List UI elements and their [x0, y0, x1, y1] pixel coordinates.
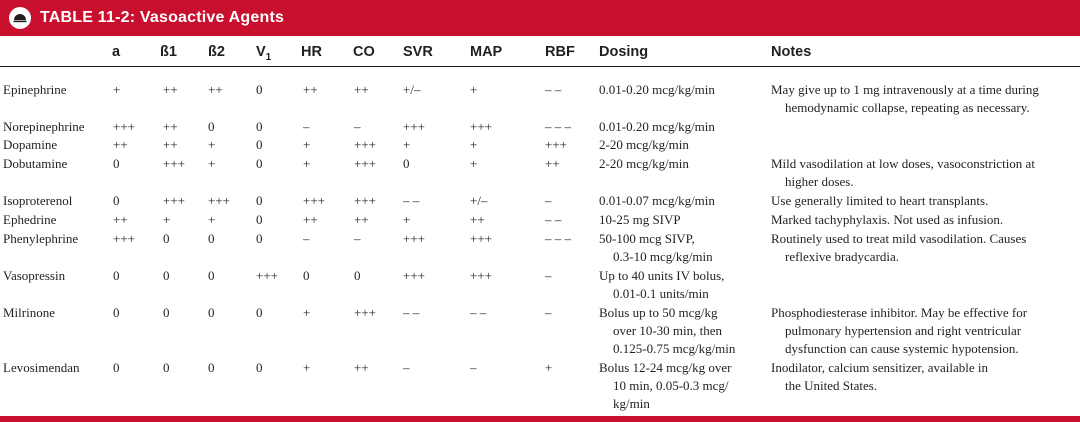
dosing-line: 0.01-0.1 units/min [613, 286, 709, 301]
effect-cell: – – [403, 305, 420, 320]
effect-cell: – [403, 360, 410, 375]
effect-cell: – [545, 193, 552, 208]
effect-cell: ++ [113, 137, 128, 152]
notes-cell [771, 192, 988, 210]
dosing-line: kg/min [613, 396, 650, 411]
effect-cell: ++ [208, 82, 223, 97]
effect-cell: ++ [470, 212, 485, 227]
effect-cell: + [470, 82, 478, 97]
notes-line: hemodynamic collapse, repeating as necessary. [785, 100, 1030, 115]
drug-name: Phenylephrine [3, 231, 79, 246]
drug-name: Milrinone [3, 305, 55, 320]
effect-cell: + [470, 156, 478, 171]
effect-cell: 0 [208, 305, 215, 320]
dosing-cell [599, 267, 724, 303]
effect-cell: +++ [403, 231, 425, 246]
notes-line: dysfunction can cause systemic hypotension. [785, 341, 1019, 356]
notes-line: reflexive bradycardia. [785, 249, 900, 264]
table-badge-icon [9, 7, 31, 29]
effect-cell: +++ [470, 268, 492, 283]
table-bottom-rule [0, 416, 1080, 422]
dosing-line: Up to 40 units IV bolus, [599, 268, 725, 283]
effect-cell: – [470, 360, 477, 375]
dosing-line: 10-25 mg SIVP [599, 212, 681, 227]
effect-cell: ++ [545, 156, 560, 171]
effect-cell: ++ [354, 360, 369, 375]
header-beta2: ß2 [208, 44, 225, 60]
effect-cell: 0 [303, 268, 310, 283]
notes-cell [771, 359, 988, 395]
notes-line: higher doses. [785, 174, 854, 189]
table-title: TABLE 11-2: Vasoactive Agents [40, 9, 285, 26]
dosing-line: 2-20 mcg/kg/min [599, 156, 689, 171]
drug-name: Ephedrine [3, 212, 57, 227]
effect-cell: + [208, 156, 216, 171]
effect-cell: +++ [403, 268, 425, 283]
effect-cell: +++ [163, 156, 185, 171]
effect-cell: + [163, 212, 171, 227]
effect-cell: +++ [545, 137, 567, 152]
notes-line: Inodilator, calcium sensitizer, available in [771, 360, 988, 375]
effect-cell: – [545, 268, 552, 283]
effect-cell: ++ [163, 137, 178, 152]
effect-cell: +++ [354, 193, 376, 208]
effect-cell: 0 [354, 268, 361, 283]
drug-name: Isoproterenol [3, 193, 73, 208]
effect-cell: – – [545, 212, 562, 227]
dosing-cell [599, 155, 689, 173]
effect-cell: + [303, 305, 311, 320]
dosing-cell [599, 211, 681, 229]
effect-cell: + [208, 212, 216, 227]
dosing-line: 0.01-0.07 mcg/kg/min [599, 193, 715, 208]
header-dosing: Dosing [599, 44, 649, 60]
effect-cell: 0 [256, 156, 263, 171]
dosing-cell [599, 304, 735, 358]
effect-cell: 0 [208, 231, 215, 246]
header-beta1: ß1 [160, 44, 177, 60]
header-notes: Notes [771, 44, 812, 60]
effect-cell: +++ [303, 193, 325, 208]
effect-cell: +++ [403, 119, 425, 134]
effect-cell: 0 [113, 268, 120, 283]
effect-cell: – – – [545, 231, 571, 246]
effect-cell: ++ [113, 212, 128, 227]
effect-cell: ++ [163, 82, 178, 97]
notes-line: Use generally limited to heart transplants. [771, 193, 989, 208]
notes-cell [771, 81, 1039, 117]
effect-cell: – [354, 119, 361, 134]
effect-cell: – [303, 231, 310, 246]
dosing-cell [599, 359, 732, 413]
effect-cell: 0 [113, 305, 120, 320]
notes-cell [771, 230, 1026, 266]
effect-cell: 0 [163, 360, 170, 375]
effect-cell: +++ [256, 268, 278, 283]
notes-line: Routinely used to treat mild vasodilation. Causes [771, 231, 1027, 246]
dosing-line: over 10-30 min, then [613, 323, 723, 338]
effect-cell: +++ [354, 156, 376, 171]
effect-cell: + [403, 212, 411, 227]
notes-line: Phosphodiesterase inhibitor. May be effective for [771, 305, 1028, 320]
effect-cell: 0 [113, 156, 120, 171]
notes-cell [771, 211, 1003, 229]
effect-cell: 0 [163, 231, 170, 246]
dosing-line: 10 min, 0.05-0.3 mcg/ [613, 378, 729, 393]
effect-cell: 0 [256, 212, 263, 227]
notes-line: May give up to 1 mg intravenously at a time during [771, 82, 1039, 97]
dosing-line: 0.125-0.75 mcg/kg/min [613, 341, 736, 356]
effect-cell: ++ [354, 212, 369, 227]
effect-cell: +++ [354, 137, 376, 152]
header-hr: HR [301, 44, 322, 60]
effect-cell: 0 [113, 360, 120, 375]
header-svr: SVR [403, 44, 433, 60]
effect-cell: 0 [113, 193, 120, 208]
dosing-line: 2-20 mcg/kg/min [599, 137, 689, 152]
effect-cell: + [208, 137, 216, 152]
effect-cell: – – [470, 305, 487, 320]
effect-cell: + [303, 360, 311, 375]
notes-cell [771, 155, 1035, 191]
effect-cell: 0 [256, 119, 263, 134]
dosing-line: 0.01-0.20 mcg/kg/min [599, 82, 715, 97]
effect-cell: +++ [470, 119, 492, 134]
effect-cell: + [303, 156, 311, 171]
effect-cell: – [545, 305, 552, 320]
drug-name: Dobutamine [3, 156, 68, 171]
header-divider [0, 66, 1080, 67]
notes-line: pulmonary hypertension and right ventricular [785, 323, 1022, 338]
effect-cell: 0 [208, 268, 215, 283]
effect-cell: 0 [163, 305, 170, 320]
drug-name: Epinephrine [3, 82, 67, 97]
effect-cell: + [113, 82, 121, 97]
effect-cell: ++ [303, 212, 318, 227]
header-map: MAP [470, 44, 503, 60]
header-v1 [256, 44, 271, 63]
effect-cell: +/– [470, 193, 488, 208]
effect-cell: +++ [354, 305, 376, 320]
effect-cell: – – [545, 82, 562, 97]
effect-cell: 0 [403, 156, 410, 171]
notes-cell [771, 304, 1027, 358]
effect-cell: ++ [354, 82, 369, 97]
effect-cell: 0 [256, 231, 263, 246]
notes-line: Marked tachyphylaxis. Not used as infusion. [771, 212, 1004, 227]
dosing-cell [599, 81, 715, 99]
table-title-bar [0, 0, 1080, 36]
effect-cell: +++ [163, 193, 185, 208]
effect-cell: – [303, 119, 310, 134]
effect-cell: ++ [303, 82, 318, 97]
dosing-line: 50-100 mcg SIVP, [599, 231, 695, 246]
dosing-cell [599, 136, 689, 154]
effect-cell: +++ [208, 193, 230, 208]
notes-line: Mild vasodilation at low doses, vasoconstriction at [771, 156, 1035, 171]
effect-cell: – – [403, 193, 420, 208]
effect-cell: + [403, 137, 411, 152]
effect-cell: 0 [208, 360, 215, 375]
effect-cell: +++ [113, 119, 135, 134]
dosing-line: 0.3-10 mcg/kg/min [613, 249, 713, 264]
effect-cell: – – – [545, 119, 571, 134]
effect-cell: ++ [163, 119, 178, 134]
header-co: CO [353, 44, 375, 60]
effect-cell: 0 [256, 305, 263, 320]
effect-cell: +/– [403, 82, 421, 97]
dosing-cell [599, 230, 713, 266]
notes-line: the United States. [785, 378, 878, 393]
effect-cell: + [545, 360, 553, 375]
effect-cell: 0 [256, 193, 263, 208]
effect-cell: +++ [470, 231, 492, 246]
header-rbf: RBF [545, 44, 575, 60]
effect-cell: + [470, 137, 478, 152]
dosing-line: Bolus up to 50 mcg/kg [599, 305, 718, 320]
dosing-line: 0.01-0.20 mcg/kg/min [599, 119, 715, 134]
effect-cell: – [354, 231, 361, 246]
drug-name: Levosimendan [3, 360, 80, 375]
effect-cell: 0 [256, 82, 263, 97]
header-v1-subscript: 1 [265, 51, 272, 63]
dosing-line: Bolus 12-24 mcg/kg over [599, 360, 732, 375]
dosing-cell [599, 118, 715, 136]
effect-cell: 0 [163, 268, 170, 283]
effect-cell: 0 [256, 360, 263, 375]
drug-name: Dopamine [3, 137, 58, 152]
effect-cell: 0 [208, 119, 215, 134]
dosing-cell [599, 192, 715, 210]
header-v1-label: V [256, 44, 266, 60]
drug-name: Norepinephrine [3, 119, 85, 134]
drug-name: Vasopressin [3, 268, 66, 283]
header-alpha: a [112, 44, 121, 60]
effect-cell: 0 [256, 137, 263, 152]
effect-cell: + [303, 137, 311, 152]
effect-cell: +++ [113, 231, 135, 246]
